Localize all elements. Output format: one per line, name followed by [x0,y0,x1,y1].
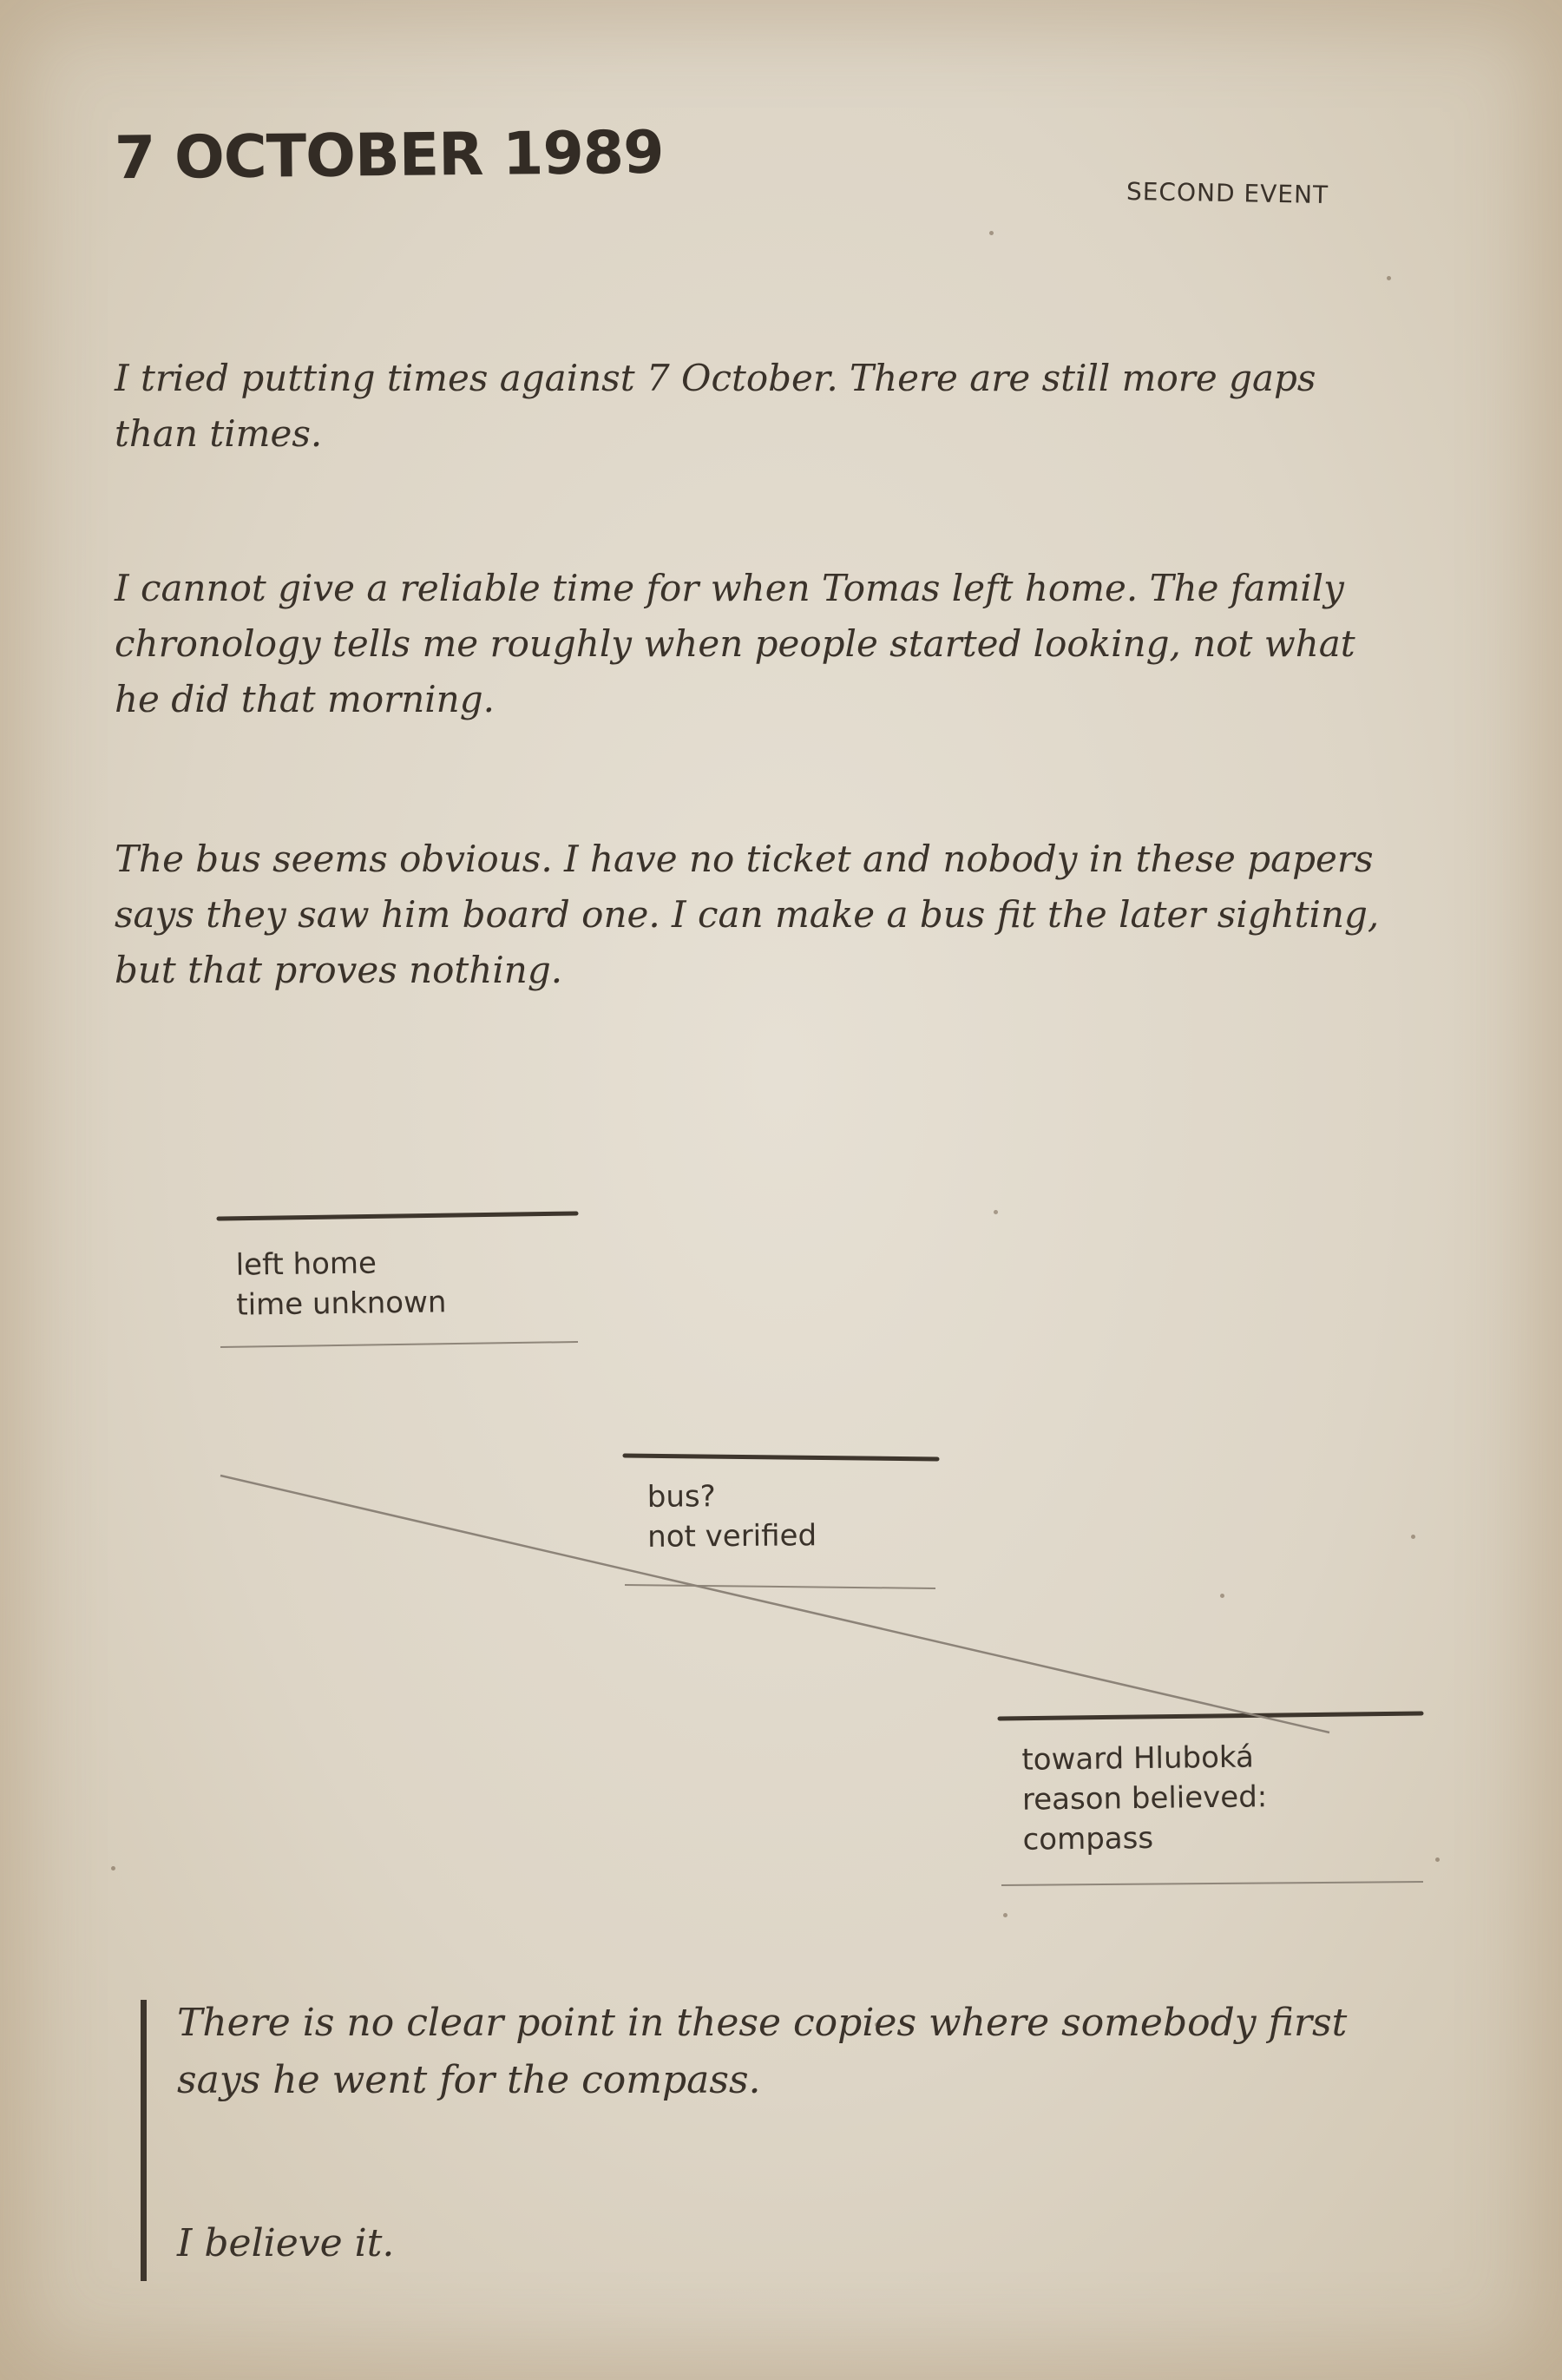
quote-text: There is no clear point in these copies where somebody first says he went for the compass. [177,2001,1348,2102]
timeline-node-bottom-rule [625,1585,935,1588]
paragraph: The bus seems obvious. I have no ticket and nobody in these papers says they saw him board one. I can make a bus fit the later sighting, but that proves nothing. [115,838,1380,991]
page-title: 7 OCTOBER 1989 [114,118,664,194]
paragraph: I cannot give a reliable time for when Tomas left home. The family chronology tells me roughly when people started looking, not what he did that morning. [115,567,1355,720]
node-label-line: left home [235,1246,377,1283]
node-label-line: not verified [647,1518,817,1555]
node-label-line: bus? [646,1479,716,1515]
paragraph: I tried putting times against 7 October. There are still more gaps than times. [115,357,1316,455]
timeline-node-bottom-rule [220,1342,578,1347]
timeline-node-bus [647,1476,817,1557]
timeline-node-hluboka [1021,1737,1268,1859]
event-label: SECOND EVENT [1126,176,1329,210]
node-label-line: compass [1022,1820,1154,1857]
timeline-node-top-rule [219,1213,576,1219]
node-label-line: reason believed: [1021,1779,1268,1818]
timeline-node-top-rule [1000,1713,1421,1719]
timeline-node-left-home [235,1242,446,1325]
node-label-line: toward Hluboká [1021,1739,1255,1778]
timeline-node-bottom-rule [1001,1882,1423,1885]
timeline-node-top-rule [625,1456,937,1459]
node-label-line: time unknown [236,1285,447,1323]
quote-bar [141,2000,147,2281]
quote-text: I believe it. [177,2221,395,2265]
